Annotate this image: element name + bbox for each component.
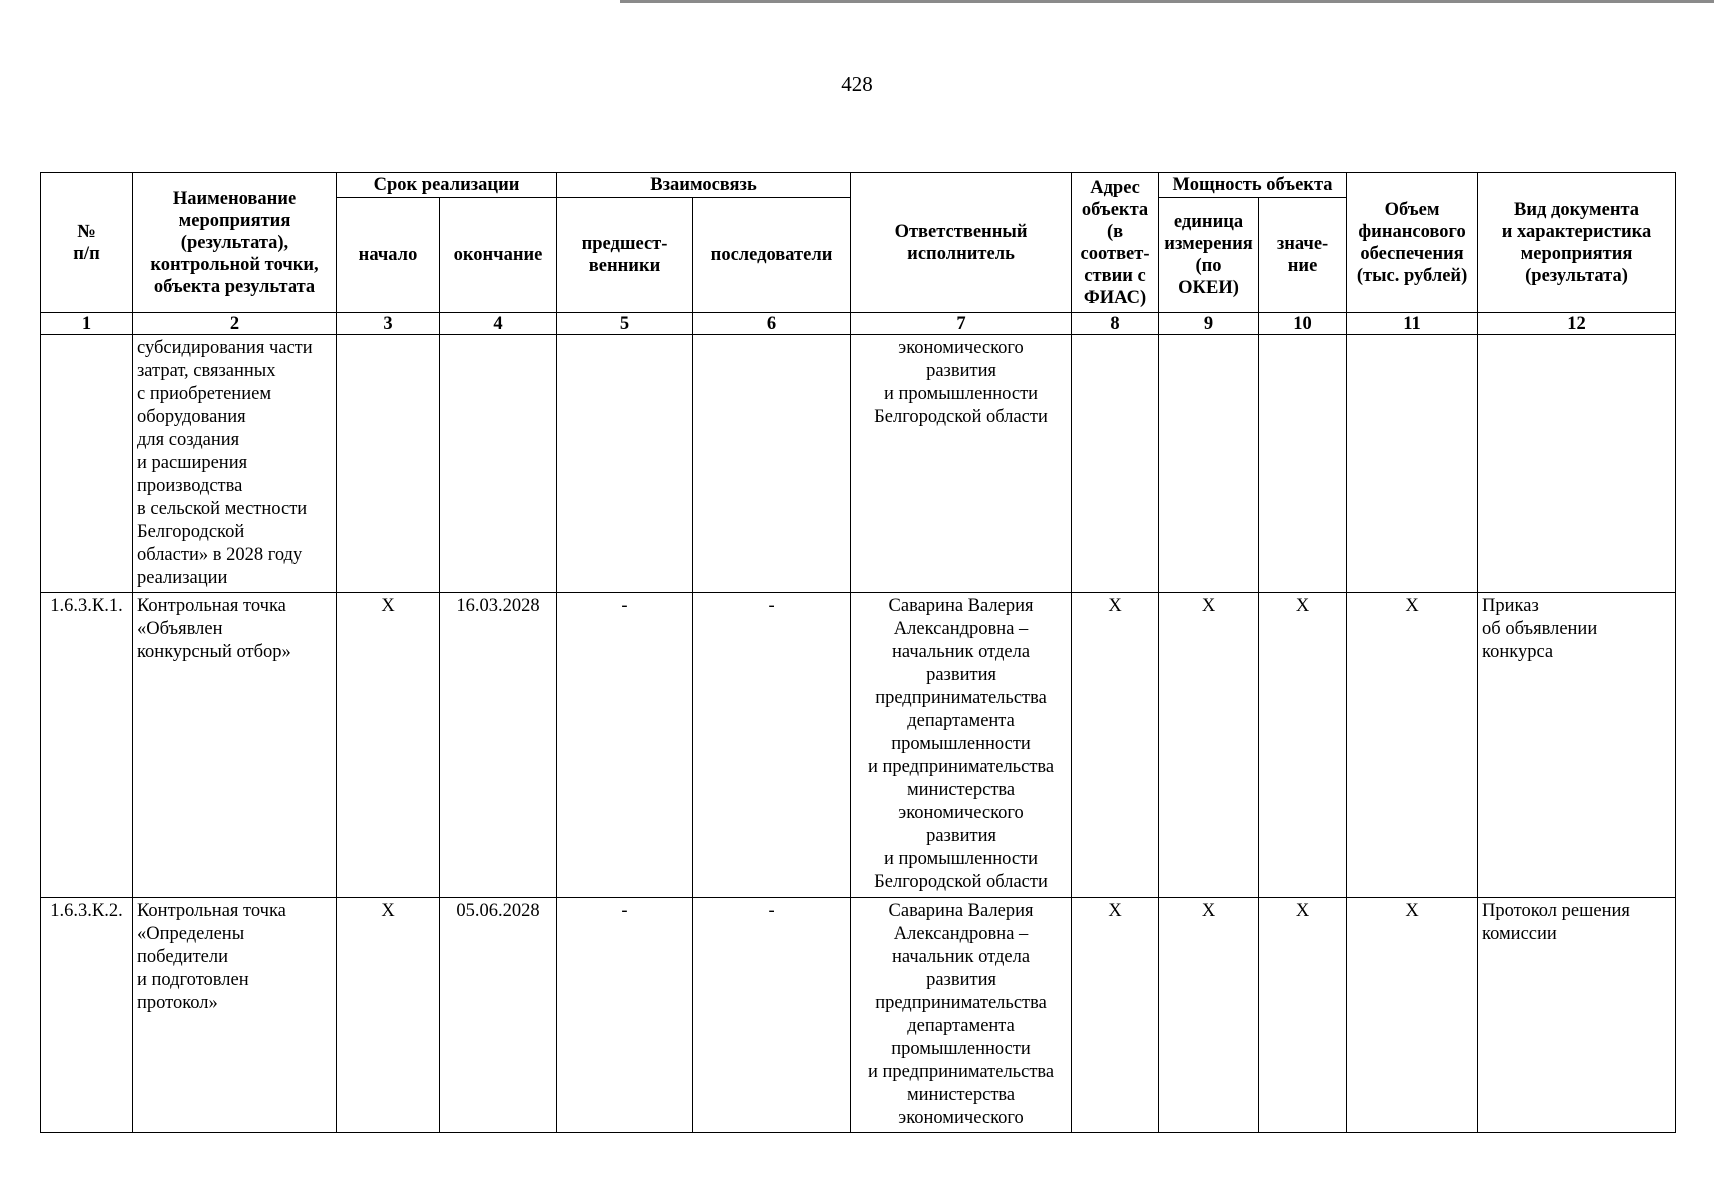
header-executor: Ответственный исполнитель xyxy=(851,173,1072,313)
column-number: 3 xyxy=(337,313,440,335)
row-address: X xyxy=(1072,593,1159,898)
row-value: X xyxy=(1259,593,1347,898)
header-value: значе- ние xyxy=(1259,198,1347,313)
row-successors xyxy=(693,335,851,593)
row-executor: экономического развития и промышленности Белгородской области xyxy=(851,335,1072,593)
row-successors: - xyxy=(693,593,851,898)
row-unit: X xyxy=(1159,593,1259,898)
row-address xyxy=(1072,335,1159,593)
row-funding: X xyxy=(1347,898,1478,1133)
column-number: 7 xyxy=(851,313,1072,335)
row-value xyxy=(1259,335,1347,593)
header-end: окончание xyxy=(440,198,557,313)
row-start: X xyxy=(337,898,440,1133)
header-unit: единица измерения (по ОКЕИ) xyxy=(1159,198,1259,313)
column-number: 4 xyxy=(440,313,557,335)
row-predecessors xyxy=(557,335,693,593)
header-name: Наименование мероприятия (результата), контрольной точки, объекта результата xyxy=(133,173,337,313)
row-value: X xyxy=(1259,898,1347,1133)
column-number: 6 xyxy=(693,313,851,335)
row-end: 05.06.2028 xyxy=(440,898,557,1133)
row-end: 16.03.2028 xyxy=(440,593,557,898)
row-funding: X xyxy=(1347,593,1478,898)
header-capacity: Мощность объекта xyxy=(1159,173,1347,198)
row-executor: Саварина Валерия Александровна – начальник отдела развития предпринимательства департамента промышленности и предпринимательства министерства экономического xyxy=(851,898,1072,1133)
header-relation: Взаимосвязь xyxy=(557,173,851,198)
table-row xyxy=(41,898,1676,1133)
header-doc-type: Вид документа и характеристика мероприятия (результата) xyxy=(1478,173,1676,313)
row-doc-type: Приказ об объявлении конкурса xyxy=(1478,593,1676,898)
row-address: X xyxy=(1072,898,1159,1133)
row-doc-type: Протокол решения комиссии xyxy=(1478,898,1676,1133)
plan-table xyxy=(40,172,1676,1133)
table-row xyxy=(41,335,1676,593)
header-predecessors: предшест- венники xyxy=(557,198,693,313)
header-num: № п/п xyxy=(41,173,133,313)
row-executor: Саварина Валерия Александровна – начальник отдела развития предпринимательства департамента промышленности и предпринимательства министерства экономического развития и промышленности Белгородской области xyxy=(851,593,1072,898)
row-name: Контрольная точка «Объявлен конкурсный отбор» xyxy=(133,593,337,898)
row-num: 1.6.3.К.1. xyxy=(41,593,133,898)
row-name: субсидирования части затрат, связанных с приобретением оборудования для создания и расширения производства в сельской местности Белгородской области» в 2028 году реализации xyxy=(133,335,337,593)
page-number: 428 xyxy=(841,72,873,96)
column-number: 1 xyxy=(41,313,133,335)
header-funding: Объем финансового обеспечения (тыс. рублей) xyxy=(1347,173,1478,313)
column-number: 11 xyxy=(1347,313,1478,335)
header-successors: последователи xyxy=(693,198,851,313)
row-predecessors: - xyxy=(557,593,693,898)
header-address: Адрес объекта (в соответ- ствии с ФИАС) xyxy=(1072,173,1159,313)
row-start: X xyxy=(337,593,440,898)
row-unit xyxy=(1159,335,1259,593)
header-start: начало xyxy=(337,198,440,313)
row-doc-type xyxy=(1478,335,1676,593)
column-number: 10 xyxy=(1259,313,1347,335)
table-row xyxy=(41,593,1676,898)
row-end xyxy=(440,335,557,593)
column-number: 12 xyxy=(1478,313,1676,335)
row-predecessors: - xyxy=(557,898,693,1133)
scan-artifact-line xyxy=(620,0,1714,3)
row-start xyxy=(337,335,440,593)
column-number: 9 xyxy=(1159,313,1259,335)
row-num xyxy=(41,335,133,593)
column-number: 2 xyxy=(133,313,337,335)
row-successors: - xyxy=(693,898,851,1133)
row-name: Контрольная точка «Определены победители и подготовлен протокол» xyxy=(133,898,337,1133)
row-num: 1.6.3.К.2. xyxy=(41,898,133,1133)
row-unit: X xyxy=(1159,898,1259,1133)
row-funding xyxy=(1347,335,1478,593)
header-period: Срок реализации xyxy=(337,173,557,198)
column-number: 5 xyxy=(557,313,693,335)
column-number: 8 xyxy=(1072,313,1159,335)
